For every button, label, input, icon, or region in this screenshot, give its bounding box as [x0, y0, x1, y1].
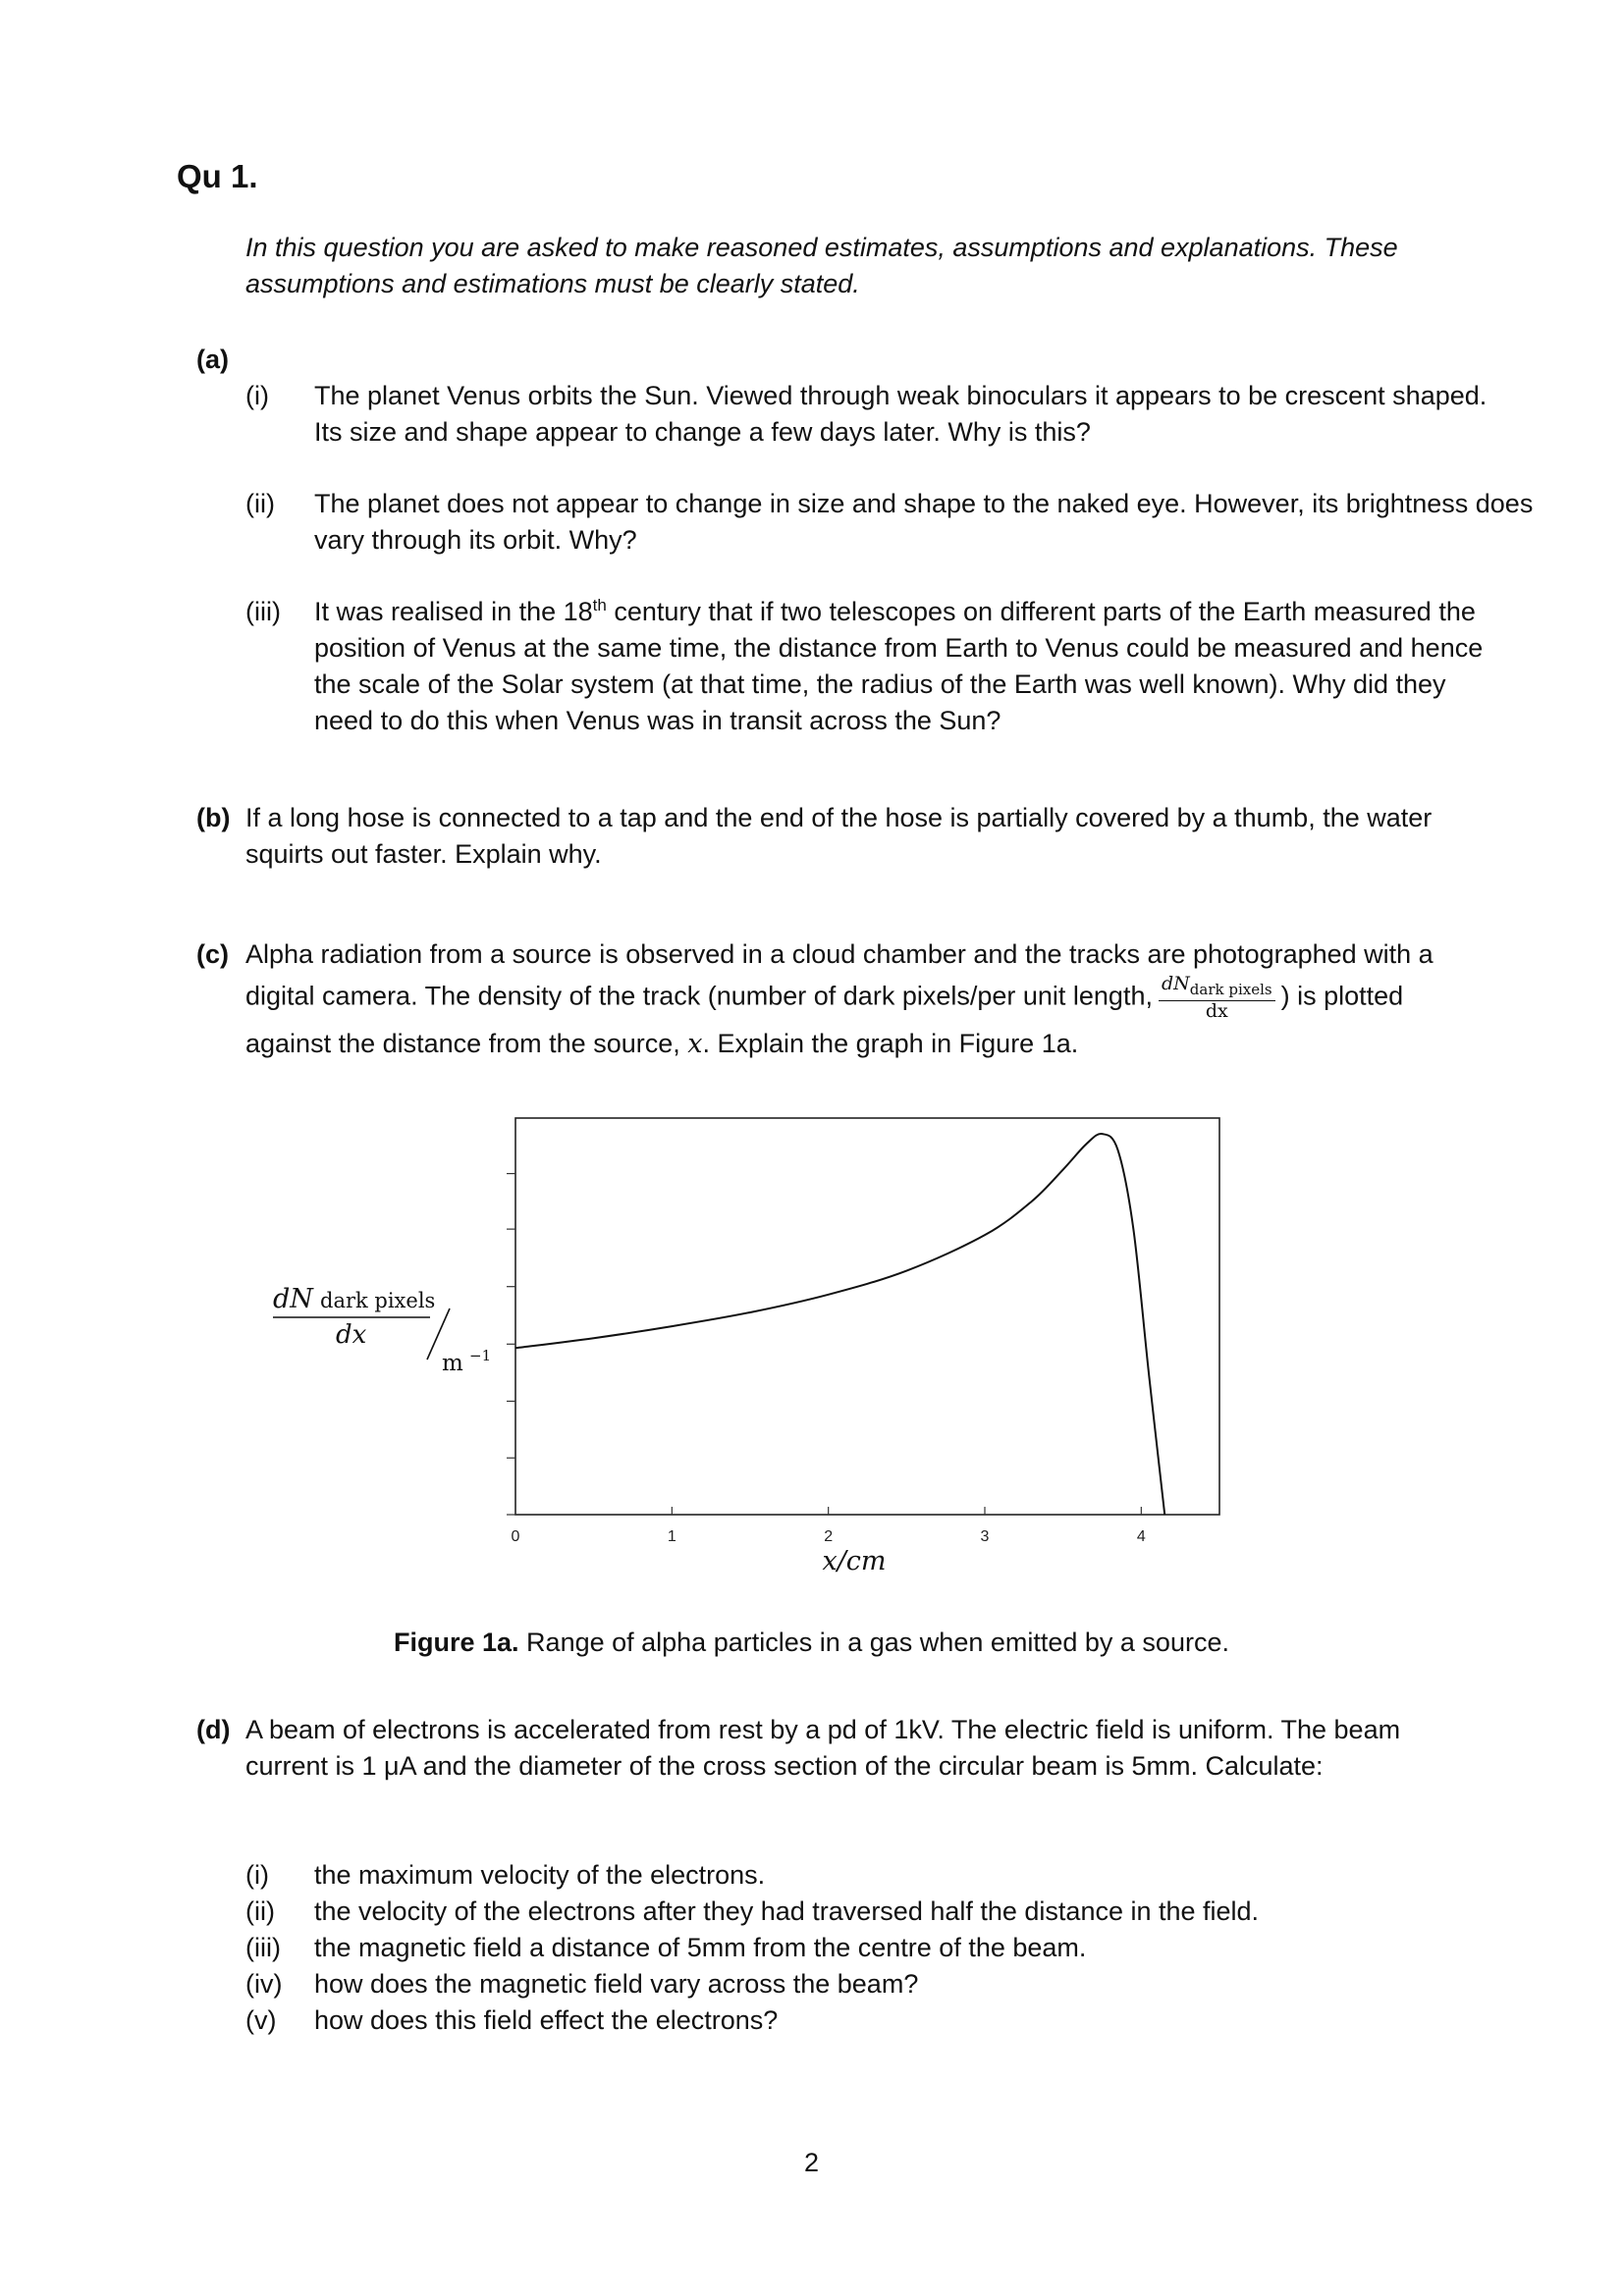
part-a-iii-text: It was realised in the 18th century that if two telescopes on different parts of the Earth measured the position of Venus at the same time, the distance from Earth to Venus could be measured and hence the scale of the Solar system (at that time, the radius of the Earth was well known). Why did they need to do this when Venus was in transit across the Sun?	[314, 596, 1484, 735]
x-axis-tick-labels	[512, 1528, 1146, 1545]
part-c-label: (c)	[196, 939, 229, 969]
part-d-item: (v) how does this field effect the electrons?	[245, 2005, 779, 2035]
x-tick-label: 0	[511, 1528, 520, 1545]
x-axis-label: x/cm	[822, 1546, 887, 1576]
part-a-iii-number: (iii)	[245, 597, 281, 626]
part-d-item: (ii) the velocity of the electrons after they had traversed half the distance in the field.	[245, 1896, 1260, 1926]
ylabel-unit-exponent: −1	[469, 1347, 492, 1364]
part-b-text: If a long hose is connected to a tap and the end of the hose is partially covered by a thumb, the water squirts out faster. Explain why.	[245, 803, 1433, 869]
alpha-range-chart	[255, 1099, 1237, 1590]
part-b-label: (b)	[196, 803, 231, 832]
part-d-list	[245, 1857, 1473, 2039]
question-title: Qu 1.	[177, 158, 258, 194]
x-tick-label: 3	[980, 1528, 990, 1545]
part-c-line2: digital camera. The density of the track (number of dark pixels/per unit length, $\frac{dN_{dark pixels}}{dx}$ ) is plotted	[245, 973, 1404, 1022]
part-d-item: (i) the maximum velocity of the electrons.	[245, 1860, 766, 1890]
ylabel-numerator: dN	[273, 1284, 313, 1314]
density-curve	[515, 1134, 1164, 1515]
part-d-intro: A beam of electrons is accelerated from rest by a pd of 1kV. The electric field is uniform. The beam current is 1 μA and the diameter of the cross section of the circular beam is 5mm. Calculate:	[245, 1715, 1401, 1781]
part-d-label: (d)	[196, 1715, 231, 1744]
ylabel-numerator-subscript: dark pixels	[320, 1289, 436, 1312]
x-tick-label: 1	[667, 1528, 676, 1545]
part-c-line3: against the distance from the source, x. Explain the graph in Figure 1a.	[245, 1029, 1079, 1059]
part-a-ii-number: (ii)	[245, 489, 275, 518]
y-axis-label	[273, 1284, 491, 1376]
part-a-i-number: (i)	[245, 381, 269, 410]
track-density-fraction: $\frac{dN_{dark pixels}}{dx}$	[1159, 974, 1275, 1022]
ylabel-denominator: dx	[336, 1320, 367, 1350]
x-tick-label: 4	[1136, 1528, 1146, 1545]
page-number: 2	[803, 2148, 820, 2177]
plot-frame	[515, 1118, 1219, 1515]
ylabel-unit: m	[442, 1351, 463, 1376]
part-a-label: (a)	[196, 345, 229, 374]
figure-caption: Figure 1a. Range of alpha particles in a gas when emitted by a source.	[394, 1628, 1229, 1657]
x-tick-label: 2	[824, 1528, 834, 1545]
x-axis-ticks	[515, 1507, 1141, 1515]
part-d-item: (iv) how does the magnetic field vary across the beam?	[245, 1969, 919, 1999]
y-axis-ticks	[507, 1174, 515, 1515]
part-a-ii-text: The planet does not appear to change in size and shape to the naked eye. However, its brightness does vary through its orbit. Why?	[314, 489, 1534, 555]
part-c-line1: Alpha radiation from a source is observed in a cloud chamber and the tracks are photographed with a	[245, 939, 1434, 969]
part-a-i-text: The planet Venus orbits the Sun. Viewed through weak binoculars it appears to be crescent shaped. Its size and shape appear to change a few days later. Why is this?	[314, 381, 1488, 447]
part-d-item: (iii) the magnetic field a distance of 5mm from the centre of the beam.	[245, 1933, 1087, 1962]
question-intro: In this question you are asked to make reasoned estimates, assumptions and explanations. These assumptions and estimations must be clearly stated.	[245, 233, 1398, 298]
